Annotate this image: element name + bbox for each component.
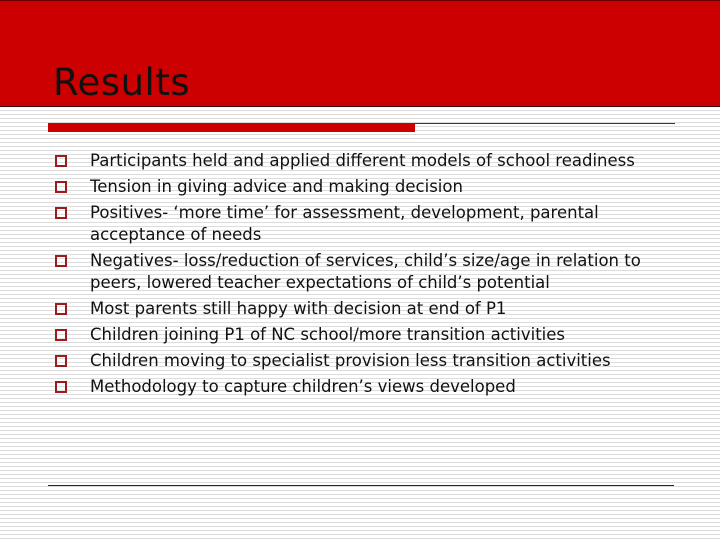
title-underline (415, 123, 675, 124)
bullet-item (0, 150, 670, 172)
bullet-text: Children joining P1 of NC school/more transition activities (90, 325, 566, 344)
hollow-square-bullet-icon (55, 155, 67, 167)
footer-divider (48, 485, 674, 486)
bullet-item (0, 376, 670, 398)
hollow-square-bullet-icon (55, 181, 67, 193)
bullet-text: Methodology to capture children’s views developed (90, 377, 516, 396)
bullet-text: Negatives- loss/reduction of services, child’s size/age in relation to peers, lowered teacher expectations of child’s potential (90, 251, 641, 292)
hollow-square-bullet-icon (55, 303, 67, 315)
slide-title: Results (53, 61, 191, 104)
hollow-square-bullet-icon (55, 207, 67, 219)
title-accent-bar (48, 123, 415, 132)
bullet-text: Positives- ‘more time’ for assessment, development, parental acceptance of needs (90, 203, 599, 244)
bullet-item (0, 324, 670, 346)
bullet-item (0, 250, 670, 294)
bullet-text: Tension in giving advice and making decision (90, 177, 463, 196)
bullet-item (0, 202, 670, 246)
bullet-text: Participants held and applied different models of school readiness (90, 151, 635, 170)
hollow-square-bullet-icon (55, 255, 67, 267)
bullet-item (0, 298, 670, 320)
bullet-item (0, 350, 670, 372)
bullet-list (0, 150, 720, 402)
title-header-band (0, 0, 720, 107)
bullet-text: Children moving to specialist provision less transition activities (90, 351, 611, 370)
bullet-text: Most parents still happy with decision at end of P1 (90, 299, 507, 318)
bullet-item (0, 176, 670, 198)
hollow-square-bullet-icon (55, 355, 67, 367)
hollow-square-bullet-icon (55, 381, 67, 393)
hollow-square-bullet-icon (55, 329, 67, 341)
